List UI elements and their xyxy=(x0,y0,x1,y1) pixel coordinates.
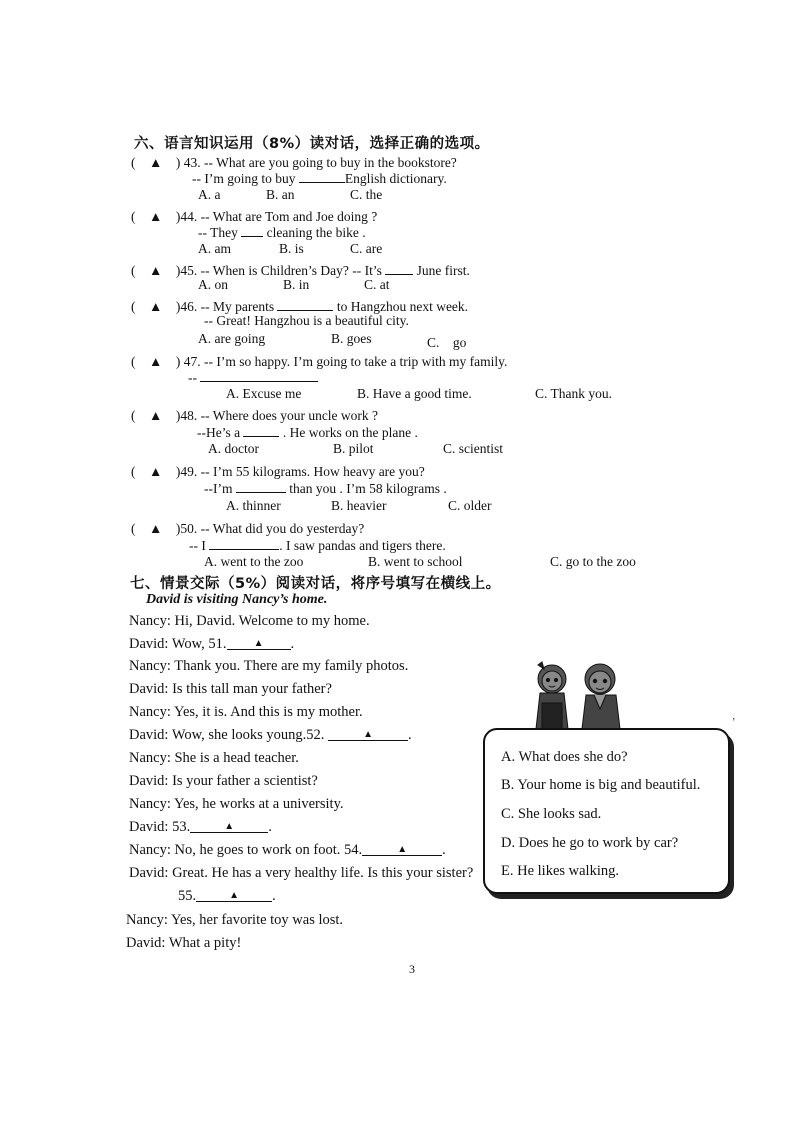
question-line: to Hangzhou next week. xyxy=(336,299,469,314)
question-line: --I’m xyxy=(204,481,233,496)
dialog-line: David: Great. He has a very healthy life. Is this your sister? xyxy=(129,865,474,881)
question-line: . I saw pandas and tigers there. xyxy=(279,538,446,553)
question-line: -- I’m 55 kilograms. How heavy are you? xyxy=(200,464,425,479)
option-b: B. goes xyxy=(331,331,372,346)
answer-blank[interactable] xyxy=(209,536,279,550)
question-number: 46. xyxy=(180,299,198,314)
answer-blank-51[interactable] xyxy=(227,636,291,650)
blank-marker: ▲ xyxy=(253,638,264,649)
answer-paren[interactable]: ( ▲ ) xyxy=(131,299,181,314)
answer-paren[interactable]: ( ▲ ) xyxy=(131,521,181,536)
answer-blank[interactable] xyxy=(277,297,333,311)
section7-heading: 七、情景交际（5%）阅读对话，将序号填写在横线上。 xyxy=(130,576,501,592)
question-number: 50. xyxy=(180,521,198,536)
answer-blank-55[interactable] xyxy=(196,888,272,902)
question-line: -- When is Children’s Day? -- It’s xyxy=(200,263,382,278)
dialog-line: Nancy: Yes, her favorite toy was lost. xyxy=(126,912,344,928)
dialog-line: David: Wow, she looks young.52. xyxy=(129,727,325,743)
question-number: 49. xyxy=(180,464,198,479)
option-a: A. are going xyxy=(198,331,266,346)
question-line: -- They xyxy=(198,225,238,240)
question-line: June first. xyxy=(416,263,470,278)
answer-paren[interactable]: ( ▲ ) xyxy=(131,155,181,170)
option-b: B. is xyxy=(279,241,304,256)
blank-marker: ▲ xyxy=(363,729,373,740)
option-c: C. She looks sad. xyxy=(501,806,602,822)
question-number: 48. xyxy=(180,408,198,423)
option-e: E. He likes walking. xyxy=(501,863,619,879)
dialog-line: David: 53. xyxy=(129,819,191,835)
blank-marker: ▲ xyxy=(224,821,235,832)
option-c: C. are xyxy=(350,241,383,256)
option-c: C. the xyxy=(350,187,383,202)
option-a: A. went to the zoo xyxy=(204,554,304,569)
question-line: . He works on the plane . xyxy=(282,425,418,440)
answer-blank[interactable] xyxy=(236,479,286,493)
option-b: B. heavier xyxy=(331,498,387,513)
question-line: -- I’m so happy. I’m going to take a trip with my family. xyxy=(203,354,508,369)
option-d: D. Does he go to work by car? xyxy=(501,835,679,851)
question-line: English dictionary. xyxy=(344,171,447,186)
option-a: A. on xyxy=(198,277,228,292)
dialog-subtitle: David is visiting Nancy’s home. xyxy=(146,592,328,607)
option-c: C. Thank you. xyxy=(535,386,612,401)
answer-paren[interactable]: ( ▲ ) xyxy=(131,263,181,278)
option-a: A. doctor xyxy=(208,441,259,456)
question-line: than you . I’m 58 kilograms . xyxy=(289,481,447,496)
option-c: C. older xyxy=(448,498,492,513)
answer-blank[interactable] xyxy=(200,368,318,382)
question-line: -- My parents xyxy=(200,299,275,314)
option-a: A. a xyxy=(198,187,221,202)
option-b: B. pilot xyxy=(333,441,374,456)
question-line: -- Great! Hangzhou is a beautiful city. xyxy=(204,313,409,328)
blank-marker: ▲ xyxy=(397,844,408,855)
answer-paren[interactable]: ( ▲ ) xyxy=(131,408,181,423)
exam-page: 六、语言知识运用（8%）读对话，选择正确的选项。 ( ▲ ) 43. -- What are you going to buy in the bookstore? -- I’m going to buy English dictionary. A. a B. an C. the ( ▲ )44. -- What are Tom and Joe doing ? -- They cleaning the bike . A. am B. is C. are ( ▲ )45. -- When is Children’s Day? -- It’s June first. A. on B. in C. at ( ▲ )46. -- My parents to Hangzhou next week. -- Great! Hangzhou is a beautiful city. A. are going B. goes C. go ( ▲ ) 47. -- I’m so happy. I’m going to take a trip with my family. -- A. Excuse me B. Have a good time. C. Thank you. ( ▲ )48. -- Where does your uncle work ? --He’s a . He works on the plane . A. doctor B. pilot C. scientist ( ▲ )49. -- I’m 55 kilograms. How heavy are you? --I’m than you . I’m 58 kilograms . A. thinner B. heavier C. older ( ▲ )50. -- What did you do yesterday? -- I . I saw pandas and tigers there. A. went to the zoo B. went to school C. go to the zoo 七、情景交际（5%）阅读对话，将序号填写在横线上。 David is visiting Nancy’s home. Nancy: Hi, David. Welcome to my home. David: Wow, 51. ▲ . Nancy: Thank you. There are my family photos. David: Is this tall man your father? Nancy: Yes, it is. And this is my mother. David: Wow, she looks young.52. ▲ . Nancy: She is a head teacher. David: Is your father a scientist? Nancy: Yes, he works at a university. David: 53. ▲ . Nancy: No, he goes to work on foot. 54. ▲ . David: Great. He has a very healthy life. Is this your sister? 55. ▲ . Nancy: Yes, her favorite toy was lost. David: What a pity! ’ A. What does she do? B. Your home is big and beautiful. C. She looks sad. D. Does he go to work by car? E. He likes walking. 3 xyxy=(0,0,794,1123)
question-number: 43. xyxy=(183,155,201,170)
answer-paren[interactable]: ( ▲ ) xyxy=(131,464,181,479)
answer-blank-52[interactable] xyxy=(328,727,408,741)
page-number: 3 xyxy=(409,962,415,976)
option-c: C. go to the zoo xyxy=(550,554,636,569)
dialog-line: Nancy: Thank you. There are my family photos. xyxy=(129,658,409,674)
question-line: -- xyxy=(188,370,197,385)
option-b: B. Have a good time. xyxy=(357,386,472,401)
dialog-line: Nancy: Hi, David. Welcome to my home. xyxy=(129,613,370,629)
question-line: --He’s a xyxy=(197,425,241,440)
stray-mark: ’ xyxy=(732,717,736,728)
option-b: B. an xyxy=(266,187,295,202)
option-c: C. at xyxy=(364,277,390,292)
girl-figure xyxy=(536,662,568,729)
dialog-line: 55. xyxy=(178,888,197,904)
question-number: 47. xyxy=(183,354,201,369)
answer-blank-54[interactable] xyxy=(362,842,442,856)
option-a: A. am xyxy=(198,241,231,256)
option-b: B. Your home is big and beautiful. xyxy=(501,777,701,793)
section6-heading: 六、语言知识运用（8%）读对话，选择正确的选项。 xyxy=(134,136,490,152)
option-a: A. Excuse me xyxy=(226,386,302,401)
answer-paren[interactable]: ( ▲ ) xyxy=(131,209,181,224)
dialog-line: Nancy: Yes, he works at a university. xyxy=(129,796,344,812)
answer-blank[interactable] xyxy=(241,223,263,237)
question-line: -- I’m going to buy xyxy=(192,171,296,186)
answer-paren[interactable]: ( ▲ ) xyxy=(131,354,181,369)
question-line: -- Where does your uncle work ? xyxy=(200,408,379,423)
question-line: -- What did you do yesterday? xyxy=(200,521,365,536)
option-b: B. went to school xyxy=(368,554,463,569)
dialog-line: David: Is your father a scientist? xyxy=(129,773,318,789)
dialog-line: David: Wow, 51. xyxy=(129,636,227,652)
answer-blank-53[interactable] xyxy=(190,819,268,833)
dialog-line: David: Is this tall man your father? xyxy=(129,681,332,697)
options-box xyxy=(483,728,730,894)
option-c: C. go xyxy=(427,335,467,350)
question-line: -- What are you going to buy in the bookstore? xyxy=(203,155,457,170)
question-line: -- I xyxy=(189,538,206,553)
answer-blank[interactable] xyxy=(299,169,345,183)
option-a: A. thinner xyxy=(226,498,281,513)
option-b: B. in xyxy=(283,277,310,292)
option-a: A. What does she do? xyxy=(501,749,628,765)
dialog-line: Nancy: No, he goes to work on foot. 54. xyxy=(129,842,363,858)
option-c: C. scientist xyxy=(443,441,503,456)
question-line: cleaning the bike . xyxy=(266,225,366,240)
question-number: 45. xyxy=(180,263,198,278)
children-cartoon-illustration xyxy=(528,655,628,731)
answer-blank[interactable] xyxy=(385,261,413,275)
answer-blank[interactable] xyxy=(243,423,279,437)
question-line: -- What are Tom and Joe doing ? xyxy=(200,209,378,224)
dialog-line: David: What a pity! xyxy=(126,935,242,951)
question-number: 44. xyxy=(180,209,198,224)
blank-marker: ▲ xyxy=(229,890,240,901)
dialog-line: Nancy: She is a head teacher. xyxy=(129,750,299,766)
dialog-line: Nancy: Yes, it is. And this is my mother. xyxy=(129,704,363,720)
boy-figure xyxy=(582,664,620,729)
